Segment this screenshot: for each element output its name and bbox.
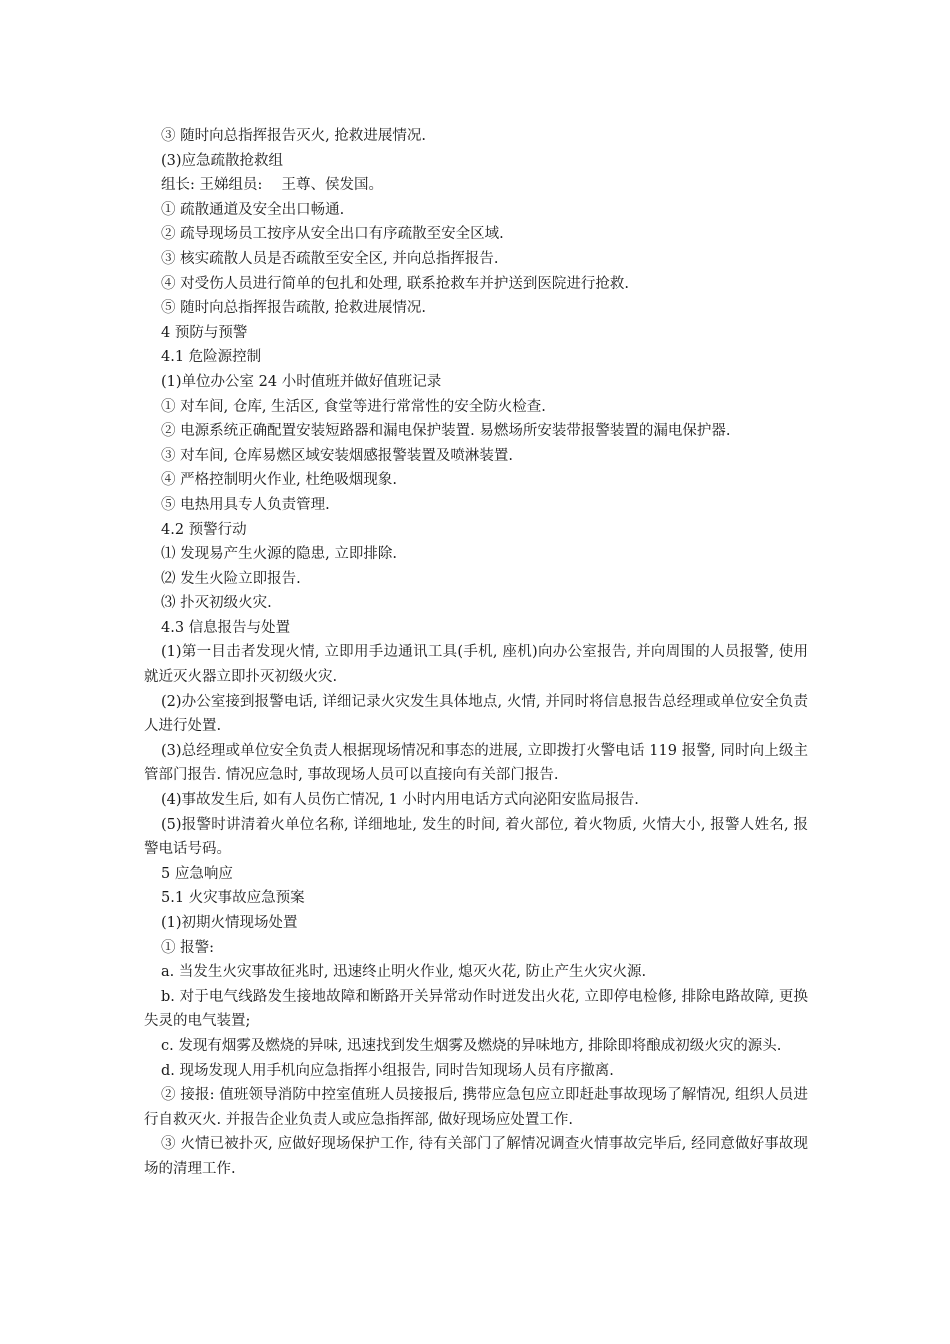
paragraph: (2)办公室接到报警电话, 详细记录火灾发生具体地点, 火情, 并同时将信息报告总经理或单位安全负责人进行处置. [144,693,808,735]
text-line: ③ 对车间, 仓库易燃区域安装烟感报警装置及喷淋装置. [161,447,513,464]
document-body [144,124,808,1182]
text-line: ⑤ 电热用具专人负责管理. [161,496,330,513]
text-line: ③ 随时向总指挥报告灭火, 抢救进展情况. [161,128,426,144]
text-line: ⑤ 随时向总指挥报告疏散, 抢救进展情况. [161,300,426,317]
section-heading: 5.1 火灾事故应急预案 [161,890,305,907]
paragraph: ③ 火情已被扑灭, 应做好现场保护工作, 待有关部门了解情况调查火情事故完毕后, 经同意做好事故现场的清理工作. [144,1136,808,1177]
section-heading: 4 预防与预警 [161,324,248,341]
paragraph: c. 发现有烟雾及燃烧的异味, 迅速找到发生烟雾及燃烧的异味地方, 排除即将酿成初级火灾的源头. [161,1037,782,1054]
paragraph: (3)总经理或单位安全负责人根据现场情况和事态的进展, 立即拨打火警电话 119 报警, 同时向上级主管部门报告. 情况应急时, 事故现场人员可以直接向有关部门报告. [144,742,808,784]
paragraph: (5)报警时讲清着火单位名称, 详细地址, 发生的时间, 着火部位, 着火物质, 火情大小, 报警人姓名, 报警电话号码。 [144,816,808,858]
text-line: ⑶ 扑灭初级火灾. [161,595,272,612]
text-line: ⑵ 发生火险立即报告. [161,570,301,587]
paragraph: (4)事故发生后, 如有人员伤亡情况, 1 小时内用电话方式向泌阳安监局报告. [161,792,639,809]
text-line: ① 对车间, 仓库, 生活区, 食堂等进行常常性的安全防火检查. [161,398,546,415]
text-line: (1)单位办公室 24 小时值班并做好值班记录 [161,373,442,390]
text-line: ② 疏导现场员工按序从安全出口有序疏散至安全区域. [161,226,504,243]
text-line: ③ 核实疏散人员是否疏散至安全区, 并向总指挥报告. [161,250,499,267]
text-line: ④ 严格控制明火作业, 杜绝吸烟现象. [161,472,397,489]
text-line: ② 电源系统正确配置安装短路器和漏电保护装置. 易燃场所安装带报警装置的漏电保护器. [161,423,731,440]
text-line: 组长: 王娣组员: 王尊、侯发国。 [161,177,383,194]
text-line: ④ 对受伤人员进行简单的包扎和处理, 联系抢救车并护送到医院进行抢救. [161,275,629,292]
text-line: ① 疏散通道及安全出口畅通. [161,201,345,218]
section-heading: 4.2 预警行动 [161,521,247,538]
paragraph: b. 对于电气线路发生接地故障和断路开关异常动作时迸发出火花, 立即停电检修, 排除电路故障, 更换失灵的电气装置; [144,988,808,1030]
section-heading: 4.3 信息报告与处置 [161,619,291,636]
paragraph: (1)第一目击者发现火情, 立即用手边通讯工具(手机, 座机)向办公室报告, 并向周围的人员报警, 使用就近灭火器立即扑灭初级火灾. [144,644,808,686]
text-line: a. 当发生火灾事故征兆时, 迅速终止明火作业, 熄灭火花, 防止产生火灾火源. [161,964,647,981]
paragraph: ② 接报: 值班领导消防中控室值班人员接报后, 携带应急包应立即赶赴事故现场了解情况, 组织人员进行自救灭火. 并报告企业负责人或应急指挥部, 做好现场应处置工作. [144,1087,808,1128]
text-line: ⑴ 发现易产生火源的隐患, 立即排除. [161,546,397,563]
text-line: ① 报警: [161,939,214,956]
text-line: (1)初期火情现场处置 [161,915,298,931]
section-heading: (3)应急疏散抢救组 [161,152,284,169]
paragraph: d. 现场发现人用手机向应急指挥小组报告, 同时告知现场人员有序撤离. [161,1062,614,1079]
section-heading: 4.1 危险源控制 [161,349,262,366]
section-heading: 5 应急响应 [161,865,233,882]
